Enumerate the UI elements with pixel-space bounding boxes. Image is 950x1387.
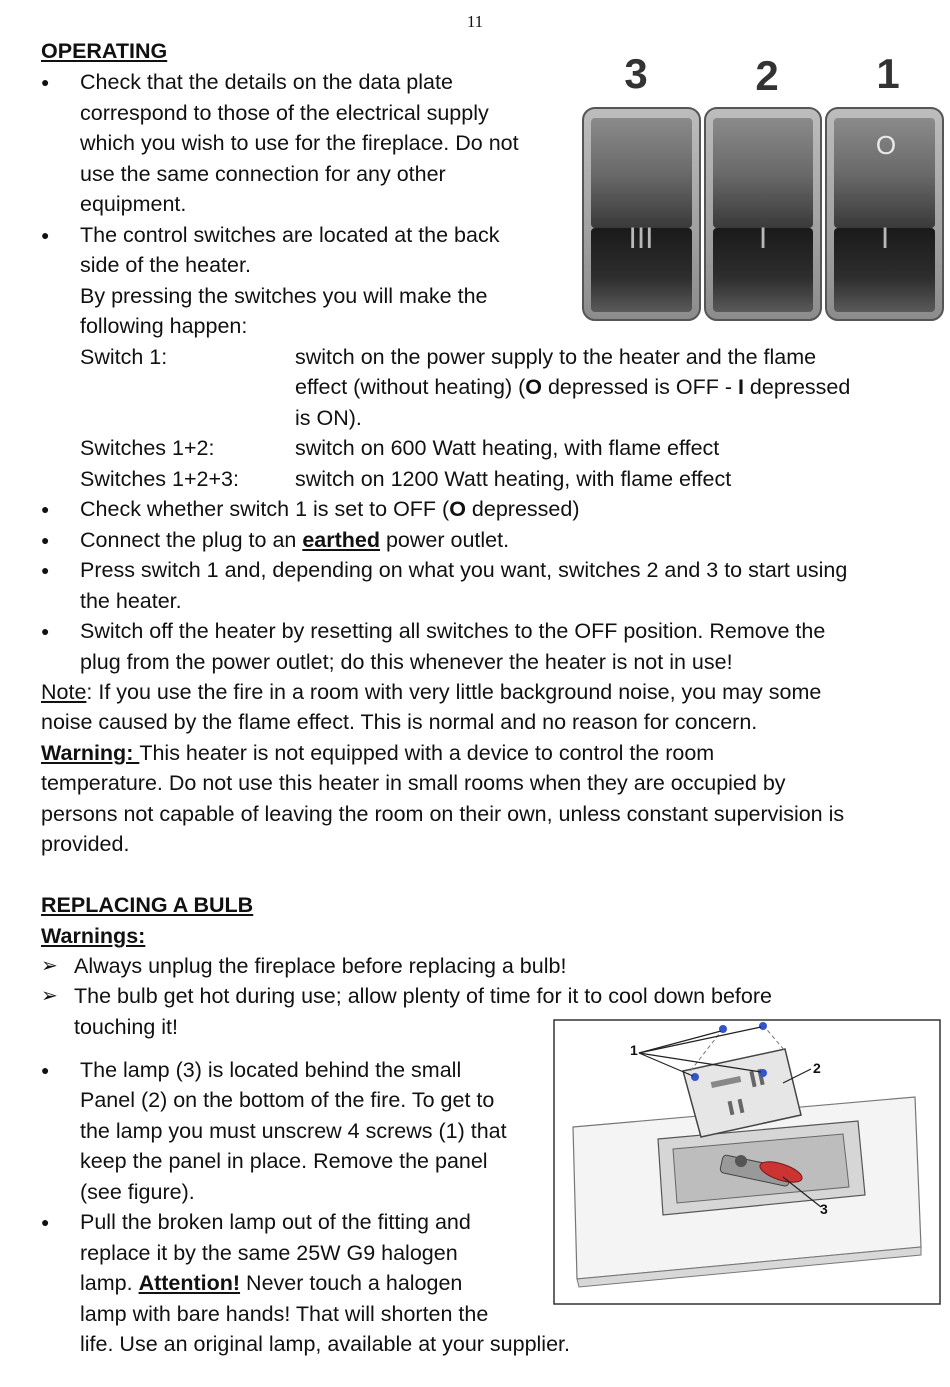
- operating-b1-l5: equipment.: [80, 192, 187, 216]
- arrow-bullet-icon: ➢: [41, 955, 58, 977]
- replacing-b1-l3: the lamp you must unscrew 4 screws (1) that: [80, 1119, 507, 1143]
- replacing-b1-l4: keep the panel in place. Remove the panel: [80, 1149, 488, 1173]
- operating-b5-l2: the heater.: [80, 589, 182, 613]
- operating-b2-l1: The control switches are located at the back: [80, 223, 500, 247]
- replacing-b1-l1: The lamp (3) is located behind the small: [80, 1058, 462, 1082]
- off-circle-icon: O: [875, 130, 897, 160]
- switch1-label: Switch 1:: [80, 345, 168, 369]
- switch1-desc-l2: effect (without heating) (O depressed is OFF - I depressed: [295, 375, 851, 399]
- warning-l1: Warning: This heater is not equipped with a device to control the room: [41, 741, 715, 765]
- switch-number-1: 1: [876, 50, 900, 97]
- replacing-w2-l2: touching it!: [74, 1015, 178, 1039]
- switch-number-2: 2: [755, 52, 779, 99]
- label-lamp: 3: [820, 1201, 828, 1217]
- bulb-panel-figure: [553, 1019, 941, 1305]
- operating-b1-l1: Check that the details on the data plate: [80, 70, 453, 94]
- replacing-b2-l2: replace it by the same 25W G9 halogen: [80, 1241, 458, 1265]
- operating-b1-l4: use the same connection for any other: [80, 162, 446, 186]
- replacing-b2-l5: life. Use an original lamp, available at your supplier.: [80, 1332, 570, 1356]
- switch12-label: Switches 1+2:: [80, 436, 215, 460]
- warnings-heading: Warnings:: [41, 924, 146, 948]
- operating-b3: Check whether switch 1 is set to OFF (O depressed): [80, 497, 580, 521]
- operating-b4: Connect the plug to an earthed power outlet.: [80, 528, 510, 552]
- operating-b2-l3: By pressing the switches you will make the: [80, 284, 488, 308]
- switch123-label: Switches 1+2+3:: [80, 467, 239, 491]
- switch123-desc: switch on 1200 Watt heating, with flame effect: [295, 467, 732, 491]
- warning-l3: persons not capable of leaving the room on their own, unless constant supervision is: [41, 802, 845, 826]
- operating-b6-l1: Switch off the heater by resetting all switches to the OFF position. Remove the: [80, 619, 826, 643]
- replacing-w1: Always unplug the fireplace before replacing a bulb!: [74, 954, 567, 978]
- bullet-dot: ●: [41, 74, 50, 90]
- rocker-switches-figure: [580, 50, 946, 322]
- warning-l2: temperature. Do not use this heater in small rooms when they are occupied by: [41, 771, 786, 795]
- replacing-w2-l1: The bulb get hot during use; allow plenty of time for it to cool down before: [74, 984, 772, 1008]
- label-screws: 1: [630, 1042, 638, 1058]
- switch-symbol-iii: III: [628, 222, 654, 255]
- replacing-b1-l2: Panel (2) on the bottom of the fire. To get to: [80, 1088, 495, 1112]
- switch12-desc: switch on 600 Watt heating, with flame effect: [295, 436, 720, 460]
- rocker-switch-3: [583, 108, 700, 320]
- bullet-dot: ●: [41, 1214, 50, 1230]
- label-panel: 2: [813, 1060, 821, 1076]
- switch-symbol-on: I: [880, 222, 890, 255]
- operating-b2-l2: side of the heater.: [80, 253, 251, 277]
- note-l1: Note: If you use the fire in a room with very little background noise, you may some: [41, 680, 822, 704]
- bullet-dot: ●: [41, 562, 50, 578]
- replacing-b2-l3: lamp. Attention! Never touch a halogen: [80, 1271, 463, 1295]
- operating-b2-l4: following happen:: [80, 314, 248, 338]
- replacing-heading: REPLACING A BULB: [41, 893, 254, 917]
- switch1-desc-l3: is ON).: [295, 406, 362, 430]
- page-number: 11: [466, 12, 484, 31]
- rocker-switch-1: [826, 108, 943, 320]
- bullet-dot: ●: [41, 623, 50, 639]
- replacing-b2-l1: Pull the broken lamp out of the fitting and: [80, 1210, 471, 1234]
- switch-symbol-i: I: [758, 222, 768, 255]
- replacing-b1-l5: (see figure).: [80, 1180, 195, 1204]
- switch1-desc-l1: switch on the power supply to the heater and the flame: [295, 345, 817, 369]
- arrow-bullet-icon: ➢: [41, 985, 58, 1007]
- operating-b1-l2: correspond to those of the electrical supply: [80, 101, 489, 125]
- rocker-switch-2: [705, 108, 821, 320]
- replacing-b2-l4: lamp with bare hands! That will shorten the: [80, 1302, 489, 1326]
- bullet-dot: ●: [41, 227, 50, 243]
- switch-number-3: 3: [624, 50, 648, 97]
- note-l2: noise caused by the flame effect. This is normal and no reason for concern.: [41, 710, 758, 734]
- bullet-dot: ●: [41, 532, 50, 548]
- bullet-dot: ●: [41, 501, 50, 517]
- warning-l4: provided.: [41, 832, 130, 856]
- operating-b5-l1: Press switch 1 and, depending on what you want, switches 2 and 3 to start using: [80, 558, 848, 582]
- operating-b1-l3: which you wish to use for the fireplace. Do not: [80, 131, 519, 155]
- operating-heading: OPERATING: [41, 39, 168, 63]
- bullet-dot: ●: [41, 1062, 50, 1078]
- operating-b6-l2: plug from the power outlet; do this whenever the heater is not in use!: [80, 650, 733, 674]
